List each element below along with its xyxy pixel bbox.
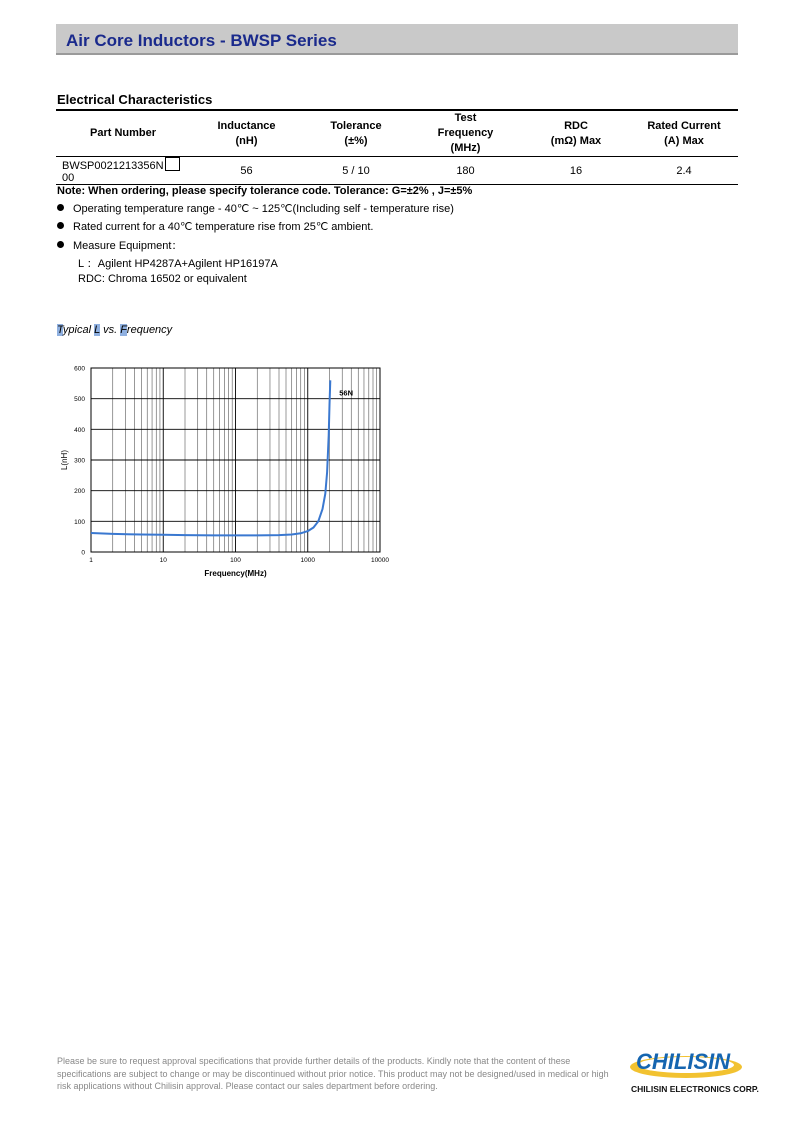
chilisin-logo (628, 1047, 764, 1095)
cell-rated-current: 2.4 (630, 157, 738, 185)
electrical-characteristics-table (56, 109, 738, 185)
logo-wordmark: CHILISIN (636, 1049, 731, 1074)
title-bar (56, 24, 738, 55)
section-title: Electrical Characteristics (57, 92, 213, 107)
inductance-vs-frequency-chart (55, 360, 400, 590)
y-tick-label: 0 (81, 549, 85, 557)
header-part-number: Part Number (56, 110, 190, 157)
header-rdc: RDC (mΩ) Max (522, 110, 630, 157)
tolerance-code-box (165, 157, 180, 171)
logo-company-name: CHILISIN ELECTRONICS CORP. (631, 1084, 759, 1094)
bullet-icon (57, 222, 64, 229)
x-tick-label: 1 (89, 557, 93, 564)
page-title: Air Core Inductors - BWSP Series (66, 31, 337, 50)
series-label: 56N (339, 388, 354, 398)
equipment-rdc: RDC: Chroma 16502 or equivalent (78, 273, 247, 285)
bullet-rated-current: Rated current for a 40℃ temperature rise from 25℃ ambient. (57, 220, 373, 233)
x-axis-label: Frequency(MHz) (204, 569, 267, 578)
ordering-note: Note: When ordering, please specify tolerance code. Tolerance: G=±2% , J=±5% (57, 185, 473, 197)
x-tick-label: 10000 (370, 557, 390, 564)
y-tick-label: 200 (74, 488, 85, 496)
cell-test-frequency: 180 (409, 157, 522, 185)
footer-disclaimer: Please be sure to request approval specifications that provide further details of the products. Kindly note that the content of these specifications are subject to change or may be discontinued without prior notice. This product may not be designed/used in medical or high risk applications without Chilisin approval. Please contact our sales department before ordering. (57, 1056, 609, 1091)
header-rated-current: Rated Current (A) Max (630, 110, 738, 157)
bullet-operating-temperature: Operating temperature range - 40℃ ~ 125℃(Including self - temperature rise) (57, 202, 454, 215)
y-tick-label: 400 (74, 426, 85, 434)
y-axis-label: L(nH) (60, 449, 69, 471)
bullet-icon (57, 241, 64, 248)
cell-inductance: 56 (190, 157, 303, 185)
cell-part-number: BWSP0021213356N00 (56, 157, 190, 185)
series-line-56N (91, 380, 330, 535)
bullet-measure-equipment: Measure Equipment： (57, 237, 182, 253)
y-tick-label: 500 (74, 396, 85, 404)
bullet-icon (57, 204, 64, 211)
y-tick-label: 300 (74, 457, 85, 465)
x-tick-label: 100 (230, 557, 241, 564)
header-inductance: Inductance (nH) (190, 110, 303, 157)
cell-rdc: 16 (522, 157, 630, 185)
y-tick-label: 100 (74, 518, 85, 526)
x-tick-label: 1000 (300, 557, 315, 564)
x-tick-label: 10 (159, 557, 167, 564)
chart-caption: Typical L vs. Frequency (57, 324, 173, 336)
equipment-l: L ：Agilent HP4287A+Agilent HP16197A (78, 258, 278, 270)
y-tick-label: 600 (74, 365, 85, 373)
header-tolerance: Tolerance (±%) (303, 110, 409, 157)
cell-tolerance: 5 / 10 (303, 157, 409, 185)
table-row (56, 157, 738, 185)
table-header-row (56, 110, 738, 157)
header-test-frequency: Test Frequency (MHz) (409, 110, 522, 157)
